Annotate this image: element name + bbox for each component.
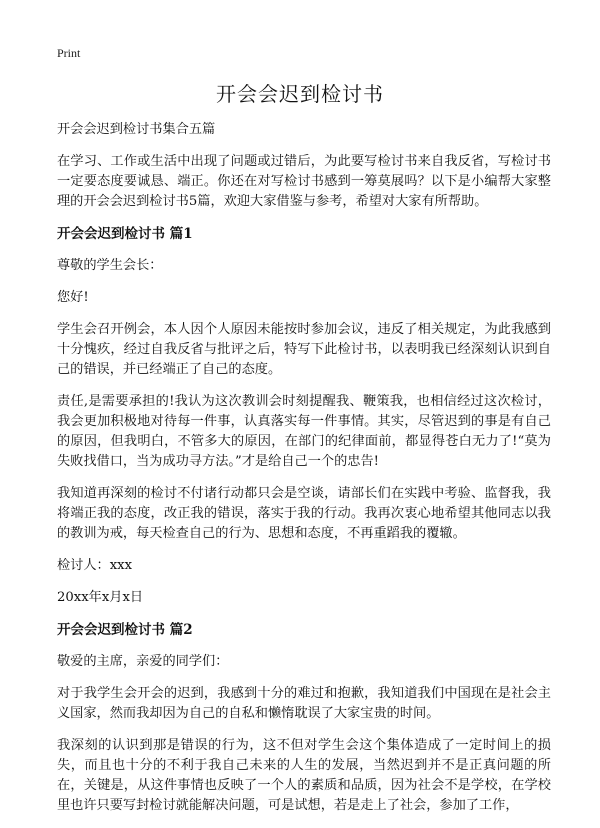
section-heading: 开会会迟到检讨书 篇1 [57, 226, 193, 242]
body-paragraph: 我深刻的认识到那是错误的行为，这不但对学生会这个集体造成了一定时间上的损失，而且也十分的不利于我自己未来的人生的发展，当然迟到并不是正真问题的所在，关键是，从这件事情也反映了一个人的素质和品质，因为社会不是学校，在学校里也许只要写封检讨就能解决问题，可是试想，若是走上了社会，参加了工作， [57, 738, 551, 813]
section-heading: 开会会迟到检讨书 篇2 [57, 622, 193, 638]
date: 20xx年x月x日 [57, 590, 144, 605]
salutation: 敬爱的主席，亲爱的同学们： [57, 654, 229, 669]
print-label: Print [57, 46, 81, 60]
body-paragraph: 学生会召开例会，本人因个人原因未能按时参加会议，违反了相关规定，为此我感到十分愧疚，经过自我反省与批评之后，特写下此检讨书，以表明我已经深刻认识到自己的错误，并已经端正了自己的态度。 [57, 322, 551, 377]
greeting: 您好! [57, 290, 89, 305]
intro-paragraph: 在学习、工作或生活中出现了问题或过错后，为此要写检讨书来自我反省，写检讨书一定要态度要诚恳、端正。你还在对写检讨书感到一筹莫展吗？以下是小编帮大家整理的开会会迟到检讨书5篇，欢迎大家借鉴与参考，希望对大家有所帮助。 [57, 154, 551, 209]
body-paragraph: 责任,是需要承担的!我认为这次教训会时刻提醒我、鞭策我，也相信经过这次检讨，我会更加积极地对待每一件事，认真落实每一件事情。其实，尽管迟到的事是有自己的原因，但我明白，不管多大的原因，在部门的纪律面前，都显得苍白无力了!“莫为失败找借口，当为成功寻方法。”才是给自己一个的忠告! [57, 394, 551, 469]
body-paragraph: 对于我学生会开会的迟到，我感到十分的难过和抱歉，我知道我们中国现在是社会主义国家，然而我却因为自己的自私和懒惰耽误了大家宝贵的时间。 [57, 686, 551, 721]
body-paragraph: 我知道再深刻的检讨不付诸行动都只会是空谈，请部长们在实践中考验、监督我，我将端正我的态度，改正我的错误，落实于我的行动。我再次衷心地希望其他同志以我的教训为戒，每天检查自己的行为、思想和态度，不再重蹈我的覆辙。 [57, 486, 551, 541]
page-title: 开会会迟到检讨书 [216, 82, 384, 106]
salutation: 尊敬的学生会长： [57, 258, 163, 273]
subtitle: 开会会迟到检讨书集合五篇 [57, 122, 216, 137]
signer: 检讨人：xxx [57, 558, 133, 573]
document-body [57, 120, 551, 828]
